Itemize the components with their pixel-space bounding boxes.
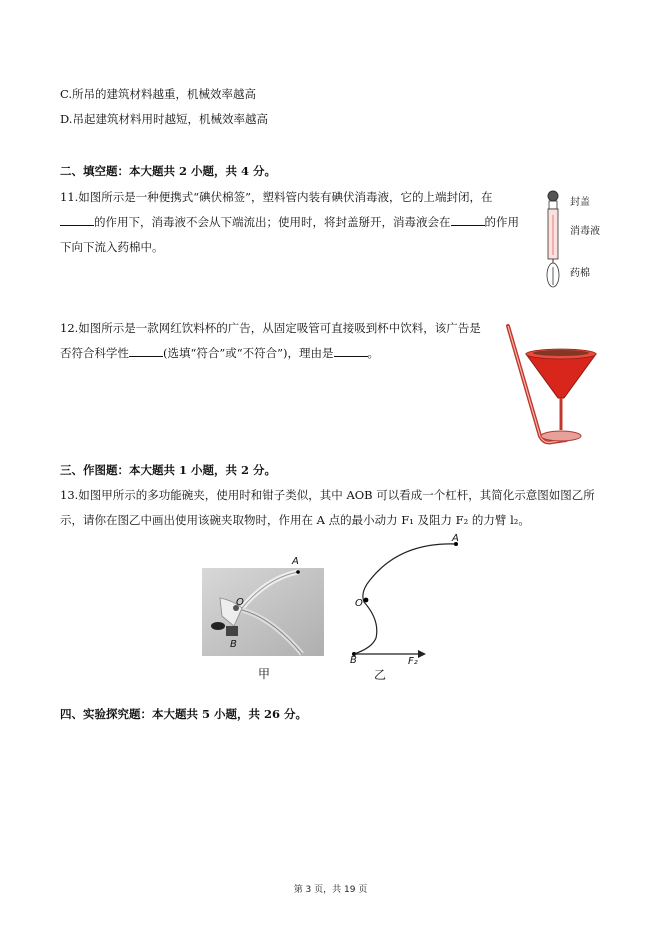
diagram-label-b: B [350,655,357,666]
diagram-label-o: O [355,598,363,609]
photo-label-b: B [230,639,237,650]
page-footer: 第 3 页，共 19 页 [293,885,368,895]
q12-line2-text-b: (选填“符合”或“不符合”)，理由是 [163,346,334,360]
bowl-clamp-photo [202,568,324,656]
section-heading-experiment: 四、实验探究题：本大题共 5 小题，共 26 分。 [60,707,308,721]
swab-label-cap: 封盖 [570,197,590,208]
q11-line1: 11.如图所示是一种便携式“碘伏棉签”，塑料管内装有碘伏消毒液，它的上端封闭，在 [60,190,493,204]
q11-line2 [60,214,519,230]
q12-line1: 12.如图所示是一款网红饮料杯的广告，从固定吸管可直接吸到杯中饮料，该广告是 [60,321,481,335]
q12-line2 [60,345,379,361]
figure-caption-yi: 乙 [374,668,387,682]
q12-line2-text-a: 否符合科学性 [60,346,129,360]
figure-caption-jia: 甲 [258,667,271,681]
section-heading-drawing: 三、作图题：本大题共 1 小题，共 2 分。 [60,463,277,477]
swab-label-cotton: 药棉 [570,268,590,279]
q11-blank-1[interactable] [60,214,94,226]
q11-line3: 下向下流入药棉中。 [60,240,164,254]
drink-cup-figure [500,318,610,448]
q11-blank-2[interactable] [451,214,485,226]
q11-line2-text-a: 的作用下，消毒液不会从下端流出；使用时，将封盖掰开，消毒液会在 [94,215,451,229]
q12-blank-1[interactable] [129,345,163,357]
q11-line2-text-b: 的作用 [484,215,519,229]
option-c: C.所吊的建筑材料越重，机械效率越高 [60,87,257,101]
q13-line1: 13.如图甲所示的多功能碗夹，使用时和钳子类似，其中 AOB 可以看成一个杠杆，其简化示意图如图乙所 [60,488,595,502]
photo-label-a: A [292,556,299,567]
diagram-label-a: A [452,533,459,544]
photo-label-o: O [236,597,244,608]
diagram-label-f2: F₂ [408,656,418,667]
q12-line2-text-c: 。 [367,346,379,360]
option-d: D.吊起建筑材料用时越短，机械效率越高 [60,112,268,126]
q12-blank-2[interactable] [334,345,368,357]
iodine-swab-figure [538,187,568,292]
swab-label-liquid: 消毒液 [570,226,600,237]
q13-line2: 示，请你在图乙中画出使用该碗夹取物时，作用在 A 点的最小动力 F₁ 及阻力 F₂ 的力臂 l₂。 [60,513,530,527]
section-heading-fill-in: 二、填空题：本大题共 2 小题，共 4 分。 [60,164,277,178]
